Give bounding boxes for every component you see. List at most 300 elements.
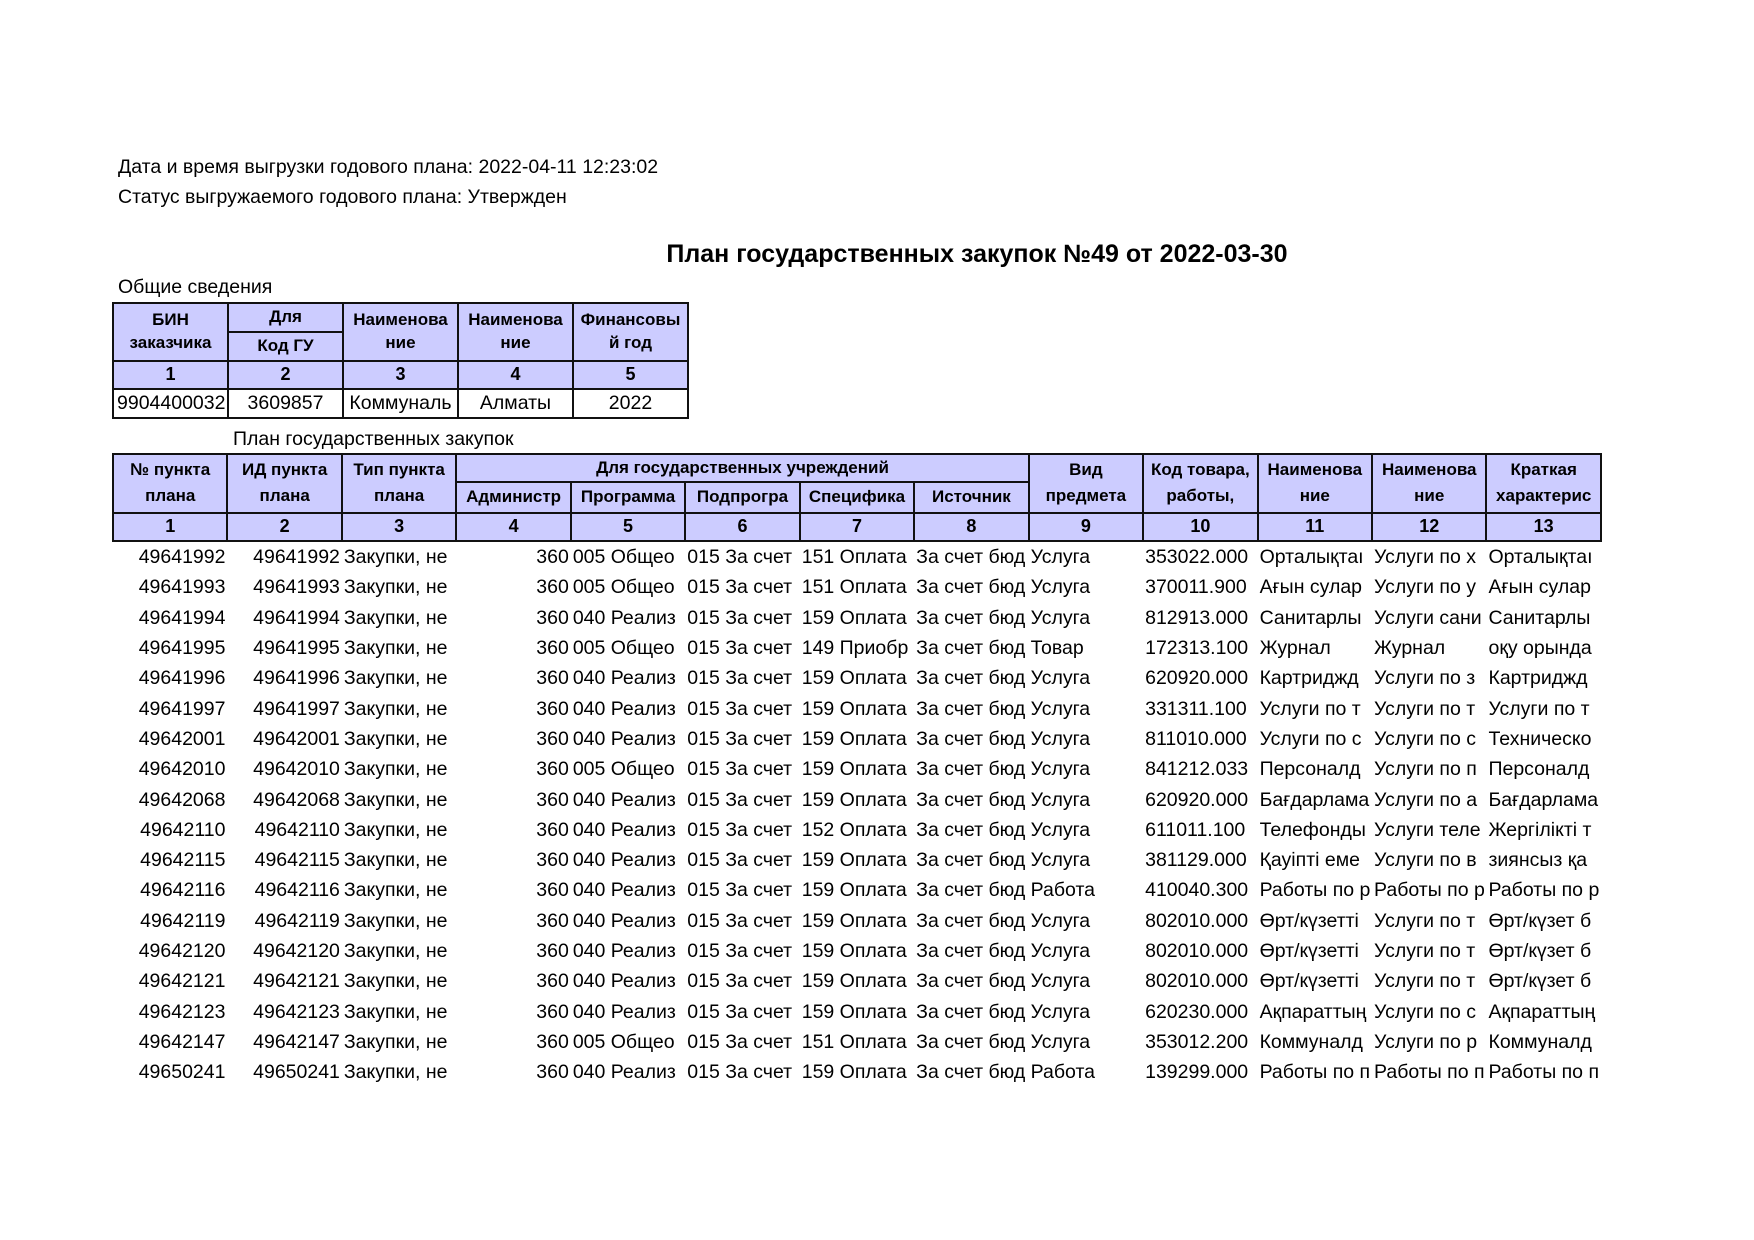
- header-item-no-line2: плана: [145, 486, 196, 505]
- cell-short-description: Персоналд: [1488, 758, 1590, 781]
- plan-section-label: План государственных закупок: [233, 428, 514, 450]
- cell-program: 040 Реализ: [572, 788, 676, 811]
- cell-subprogram: 015 За счет: [687, 758, 793, 781]
- cell-name-kz: Работы по р: [1259, 879, 1371, 902]
- header-name-kz: [1258, 454, 1372, 513]
- cell-program: 040 Реализ: [572, 606, 676, 629]
- cell-item-no: 49642119: [140, 909, 226, 932]
- cell-source: За счет бюд: [916, 818, 1026, 841]
- cell-name-kz: Өрт/күзетті: [1259, 940, 1359, 962]
- header-source: Источник: [914, 482, 1028, 513]
- cell-item-type: Закупки, не: [343, 667, 448, 690]
- cell-subprogram: 015 За счет: [687, 788, 793, 811]
- cell-administrator: 360: [536, 1000, 569, 1023]
- cell-source: За счет бюд: [916, 758, 1026, 781]
- cell-specifics: 159 Оплата: [801, 879, 907, 902]
- cell-short-description: Жергілікті т: [1488, 818, 1592, 841]
- cell-goods-code: 841212.033: [1145, 758, 1249, 781]
- table-row: [113, 1057, 1601, 1087]
- cell-source: За счет бюд: [916, 1061, 1026, 1084]
- cell-item-id: 49642110: [254, 818, 340, 841]
- cell-goods-code: 353012.200: [1145, 1030, 1249, 1053]
- cell-bin: 9904400032: [113, 389, 228, 418]
- cell-goods-code: 172313.100: [1145, 637, 1249, 660]
- cell-program: 040 Реализ: [572, 818, 676, 841]
- cell-source: За счет бюд: [916, 909, 1026, 932]
- cell-item-no: 49642120: [138, 940, 226, 962]
- cell-subject-type: Услуга: [1030, 758, 1091, 781]
- cell-item-type: Закупки, не: [343, 727, 448, 750]
- cell-subject-type: Работа: [1030, 1061, 1096, 1084]
- cell-program: 040 Реализ: [572, 1061, 676, 1084]
- cell-goods-code: 811010.000: [1145, 727, 1247, 750]
- column-number: 9: [1029, 513, 1143, 541]
- cell-name-kz: Картриджд: [1259, 667, 1359, 690]
- cell-administrator: 360: [536, 576, 569, 599]
- cell-specifics: 149 Приобр: [801, 637, 909, 660]
- header-goods-code-line1: Код товара,: [1150, 460, 1250, 480]
- cell-administrator: 360: [536, 1030, 569, 1053]
- cell-short-description: Өрт/күзет б: [1488, 970, 1592, 993]
- cell-specifics: 159 Оплата: [801, 667, 907, 690]
- cell-name-kz: Ақпараттың: [1259, 1000, 1367, 1023]
- table-row: [113, 724, 1601, 754]
- cell-name-ru: Услуги по р: [1374, 1030, 1478, 1053]
- cell-name-2: Алматы: [458, 389, 573, 418]
- cell-name-ru: Услуги по т: [1374, 697, 1476, 720]
- cell-subprogram: 015 За счет: [687, 697, 793, 720]
- cell-goods-code: 611011.100: [1145, 818, 1246, 841]
- cell-item-no: 49642115: [140, 849, 226, 872]
- cell-item-type: Закупки, не: [343, 637, 448, 660]
- header-name-kz-line1: Наименова: [1267, 460, 1363, 480]
- cell-subject-type: Услуга: [1030, 727, 1091, 750]
- cell-item-id: 49642115: [254, 849, 340, 872]
- cell-name-kz: Өрт/күзетті: [1259, 970, 1359, 993]
- cell-specifics: 159 Оплата: [801, 1061, 907, 1084]
- cell-source: За счет бюд: [916, 788, 1026, 811]
- cell-source: За счет бюд: [916, 667, 1026, 690]
- cell-item-id: 49641995: [253, 637, 340, 660]
- cell-short-description: Өрт/күзет б: [1488, 940, 1592, 962]
- cell-goods-code: 331311.100: [1145, 697, 1247, 720]
- cell-subprogram: 015 За счет: [687, 909, 793, 932]
- header-item-id: [227, 454, 341, 513]
- cell-item-no: 49641996: [138, 667, 226, 690]
- cell-administrator: 360: [536, 970, 569, 993]
- header-gu-code: Код ГУ: [228, 332, 343, 361]
- cell-subprogram: 015 За счет: [687, 606, 793, 629]
- cell-item-no: 49642147: [138, 1030, 226, 1053]
- cell-name-ru: Услуги по с: [1374, 1000, 1476, 1023]
- table-row: [113, 541, 1601, 572]
- cell-name-kz: Работы по п: [1259, 1061, 1371, 1084]
- cell-subprogram: 015 За счет: [687, 727, 793, 750]
- cell-source: За счет бюд: [916, 1000, 1026, 1023]
- cell-specifics: 159 Оплата: [801, 697, 907, 720]
- cell-item-type: Закупки, не: [343, 940, 448, 962]
- cell-item-id: 49642010: [253, 758, 340, 781]
- cell-specifics: 159 Оплата: [801, 909, 907, 932]
- header-subject-type: [1029, 454, 1143, 513]
- cell-administrator: 360: [536, 849, 569, 872]
- cell-item-no: 49641994: [138, 606, 226, 629]
- cell-name-kz: Өрт/күзетті: [1259, 909, 1359, 932]
- cell-name-ru: Работы по р: [1374, 879, 1485, 902]
- cell-subject-type: Услуга: [1030, 1000, 1091, 1023]
- header-short-description-line1: Краткая: [1510, 460, 1577, 480]
- cell-name-ru: Журнал: [1374, 637, 1446, 660]
- table-row: [113, 936, 1601, 966]
- cell-short-description: Санитарлы: [1488, 606, 1591, 629]
- header-name-ru-line1: Наименова: [1381, 460, 1477, 480]
- cell-program: 005 Общео: [572, 1030, 675, 1053]
- cell-short-description: зиянсыз қа: [1488, 849, 1588, 872]
- procurement-plan-table: [112, 453, 1602, 1087]
- cell-goods-code: 812913.000: [1145, 606, 1249, 629]
- header-name-2-line1: Наименова: [468, 310, 563, 330]
- table-row: [113, 1027, 1601, 1057]
- cell-subprogram: 015 За счет: [687, 637, 793, 660]
- cell-specifics: 159 Оплата: [801, 606, 907, 629]
- cell-subprogram: 015 За счет: [687, 940, 793, 962]
- cell-goods-code: 139299.000: [1145, 1061, 1249, 1084]
- cell-source: За счет бюд: [916, 940, 1026, 962]
- cell-name-kz: Журнал: [1259, 637, 1331, 660]
- cell-subprogram: 015 За счет: [687, 1000, 793, 1023]
- cell-administrator: 360: [536, 788, 569, 811]
- cell-item-no: 49642001: [138, 727, 226, 750]
- cell-specifics: 159 Оплата: [801, 970, 907, 993]
- cell-subject-type: Услуга: [1030, 546, 1091, 569]
- cell-specifics: 159 Оплата: [801, 758, 907, 781]
- cell-source: За счет бюд: [916, 849, 1026, 872]
- cell-item-id: 49642068: [253, 788, 340, 811]
- cell-subprogram: 015 За счет: [687, 849, 793, 872]
- cell-specifics: 159 Оплата: [801, 940, 907, 962]
- header-goods-code-line2: работы,: [1166, 486, 1235, 505]
- column-number: 5: [573, 361, 688, 389]
- column-number: 1: [113, 361, 228, 389]
- cell-source: За счет бюд: [916, 970, 1026, 993]
- column-number: 4: [458, 361, 573, 389]
- cell-name-ru: Услуги по т: [1374, 940, 1476, 962]
- cell-subprogram: 015 За счет: [687, 1061, 793, 1084]
- cell-item-id: 49642147: [253, 1030, 340, 1053]
- cell-goods-code: 353022.000: [1145, 546, 1249, 569]
- cell-goods-code: 381129.000: [1145, 849, 1247, 872]
- cell-name-ru: Услуги по а: [1374, 788, 1478, 811]
- cell-goods-code: 410040.300: [1145, 879, 1249, 902]
- table-row: [113, 845, 1601, 875]
- cell-item-id: 49641992: [253, 546, 340, 569]
- cell-item-type: Закупки, не: [343, 1000, 448, 1023]
- cell-subprogram: 015 За счет: [687, 970, 793, 993]
- cell-name-ru: Услуги по з: [1374, 667, 1476, 690]
- cell-short-description: Бағдарлама: [1488, 788, 1599, 811]
- cell-source: За счет бюд: [916, 727, 1026, 750]
- cell-fin-year: 2022: [573, 389, 688, 418]
- table-row: [113, 966, 1601, 996]
- header-name-ru: [1372, 454, 1486, 513]
- cell-administrator: 360: [536, 818, 569, 841]
- plan-status: Статус выгружаемого годового плана: Утвержден: [118, 186, 567, 208]
- cell-item-no: 49641995: [138, 637, 226, 660]
- header-subject-type-line2: предмета: [1045, 486, 1127, 505]
- cell-name-kz: Санитарлы: [1259, 606, 1362, 629]
- cell-item-no: 49650241: [138, 1061, 226, 1084]
- general-info-table: [112, 302, 689, 419]
- cell-short-description: Ақпараттың: [1488, 1000, 1596, 1023]
- header-fin-year-line2: й год: [609, 333, 652, 352]
- cell-short-description: Техническо: [1488, 727, 1592, 750]
- cell-specifics: 151 Оплата: [801, 1030, 907, 1053]
- cell-name-kz: Бағдарлама: [1259, 788, 1370, 811]
- cell-short-description: Работы по п: [1488, 1061, 1600, 1084]
- cell-item-id: 49642123: [253, 1000, 340, 1023]
- cell-name-kz: Ағын сулар: [1259, 576, 1363, 599]
- cell-administrator: 360: [536, 546, 569, 569]
- cell-administrator: 360: [536, 606, 569, 629]
- header-administrator: Администр: [456, 482, 570, 513]
- cell-name-kz: Коммуналд: [1259, 1030, 1363, 1053]
- cell-item-no: 49641993: [138, 576, 226, 599]
- cell-name-kz: Услуги по т: [1259, 697, 1361, 720]
- cell-item-id: 49641996: [253, 667, 340, 690]
- cell-specifics: 159 Оплата: [801, 727, 907, 750]
- cell-source: За счет бюд: [916, 637, 1026, 660]
- header-bin-line1: БИН: [152, 310, 189, 330]
- cell-item-no: 49642116: [140, 879, 226, 902]
- table-row: [113, 633, 1601, 663]
- cell-item-type: Закупки, не: [343, 546, 448, 569]
- header-bin: [113, 303, 228, 361]
- cell-item-type: Закупки, не: [343, 879, 448, 902]
- column-numbers-row: [113, 513, 1601, 541]
- cell-item-id: 49641993: [253, 576, 340, 599]
- cell-subject-type: Услуга: [1030, 940, 1091, 962]
- cell-program: 005 Общео: [572, 637, 675, 660]
- table-row: [113, 996, 1601, 1026]
- cell-item-type: Закупки, не: [343, 1030, 448, 1053]
- cell-source: За счет бюд: [916, 1030, 1026, 1053]
- column-number: 2: [228, 361, 343, 389]
- cell-program: 040 Реализ: [572, 940, 676, 962]
- general-info-label: Общие сведения: [118, 276, 273, 298]
- cell-name-ru: Работы по п: [1374, 1061, 1485, 1084]
- cell-subprogram: 015 За счет: [687, 546, 793, 569]
- header-program: Программа: [571, 482, 685, 513]
- cell-subject-type: Услуга: [1030, 667, 1091, 690]
- cell-name-ru: Услуги по т: [1374, 970, 1476, 993]
- cell-program: 040 Реализ: [572, 879, 676, 902]
- cell-subject-type: Услуга: [1030, 909, 1091, 932]
- cell-short-description: Картриджд: [1488, 667, 1588, 690]
- cell-subject-type: Услуга: [1030, 849, 1091, 872]
- column-number: 6: [685, 513, 799, 541]
- header-gu-group: Для: [228, 303, 343, 332]
- cell-administrator: 360: [536, 727, 569, 750]
- cell-subject-type: Услуга: [1030, 818, 1091, 841]
- cell-subprogram: 015 За счет: [687, 667, 793, 690]
- cell-subject-type: Услуга: [1030, 606, 1091, 629]
- cell-item-type: Закупки, не: [343, 909, 448, 932]
- cell-name-ru: Услуги по п: [1374, 758, 1477, 781]
- header-short-description: [1486, 454, 1600, 513]
- header-item-id-line2: плана: [259, 486, 310, 505]
- cell-item-type: Закупки, не: [343, 970, 448, 993]
- cell-item-id: 49642116: [254, 879, 340, 902]
- column-number: 12: [1372, 513, 1486, 541]
- cell-name-kz: Телефонды: [1259, 818, 1366, 841]
- cell-goods-code: 620230.000: [1145, 1000, 1249, 1023]
- cell-source: За счет бюд: [916, 546, 1026, 569]
- column-number: 13: [1486, 513, 1600, 541]
- cell-item-id: 49641994: [253, 606, 340, 629]
- cell-subject-type: Услуга: [1030, 1030, 1091, 1053]
- column-number: 8: [914, 513, 1028, 541]
- table-row: [113, 815, 1601, 845]
- cell-short-description: Работы по р: [1488, 879, 1600, 902]
- cell-item-id: 49641997: [253, 697, 340, 720]
- header-subject-type-line1: Вид: [1069, 460, 1103, 480]
- header-specifics: Специфика: [800, 482, 914, 513]
- cell-item-no: 49642121: [138, 970, 226, 993]
- table-row: [113, 663, 1601, 693]
- cell-specifics: 151 Оплата: [801, 546, 907, 569]
- cell-name-ru: Услуги по х: [1374, 546, 1476, 569]
- cell-specifics: 152 Оплата: [801, 818, 907, 841]
- cell-program: 040 Реализ: [572, 667, 676, 690]
- table-row: [113, 784, 1601, 814]
- cell-subject-type: Услуга: [1030, 576, 1091, 599]
- header-short-description-line2: характерис: [1496, 486, 1592, 505]
- cell-name-kz: Орталықтаı: [1259, 546, 1364, 569]
- cell-item-no: 49641992: [138, 546, 226, 569]
- header-name-ru-line2: ние: [1414, 486, 1445, 505]
- column-number: 10: [1143, 513, 1257, 541]
- cell-administrator: 360: [536, 667, 569, 690]
- cell-item-type: Закупки, не: [343, 788, 448, 811]
- cell-short-description: Коммуналд: [1488, 1030, 1592, 1053]
- header-fin-year-line1: Финансовы: [580, 310, 681, 330]
- column-number: 2: [227, 513, 341, 541]
- general-info-row: [113, 389, 688, 418]
- cell-administrator: 360: [536, 758, 569, 781]
- cell-subprogram: 015 За счет: [687, 1030, 793, 1053]
- cell-subprogram: 015 За счет: [687, 576, 793, 599]
- cell-item-type: Закупки, не: [343, 576, 448, 599]
- cell-item-type: Закупки, не: [343, 697, 448, 720]
- cell-name-ru: Услуги по у: [1374, 576, 1476, 599]
- cell-name-ru: Услуги теле: [1374, 818, 1481, 841]
- header-item-no: [113, 454, 227, 513]
- column-number: 3: [342, 513, 456, 541]
- column-numbers-row: [113, 361, 688, 389]
- cell-item-no: 49642010: [138, 758, 226, 781]
- header-name-2: [458, 303, 573, 361]
- cell-gu-code: 3609857: [228, 389, 343, 418]
- cell-goods-code: 620920.000: [1145, 667, 1249, 690]
- column-number: 11: [1258, 513, 1372, 541]
- cell-name-ru: Услуги по с: [1374, 727, 1476, 750]
- column-number: 3: [343, 361, 458, 389]
- cell-program: 040 Реализ: [572, 849, 676, 872]
- cell-short-description: оқу орында: [1488, 637, 1592, 660]
- cell-specifics: 159 Оплата: [801, 1000, 907, 1023]
- cell-name-kz: Қауіпті еме: [1259, 849, 1360, 872]
- header-name-1: [343, 303, 458, 361]
- cell-name-1: Коммуналь: [343, 389, 458, 418]
- cell-administrator: 360: [536, 909, 569, 932]
- cell-goods-code: 370011.900: [1145, 576, 1247, 599]
- column-number: 4: [456, 513, 570, 541]
- cell-administrator: 360: [536, 1061, 569, 1084]
- cell-name-kz: Услуги по с: [1259, 727, 1362, 750]
- cell-subprogram: 015 За счет: [687, 879, 793, 902]
- cell-item-no: 49642068: [138, 788, 226, 811]
- table-row: [113, 572, 1601, 602]
- table-row: [113, 603, 1601, 633]
- header-item-type-line1: Тип пункта: [353, 460, 445, 480]
- table-row: [113, 875, 1601, 905]
- cell-item-id: 49650241: [253, 1061, 340, 1084]
- cell-subject-type: Услуга: [1030, 788, 1091, 811]
- header-goods-code: [1143, 454, 1257, 513]
- cell-administrator: 360: [536, 697, 569, 720]
- cell-item-type: Закупки, не: [343, 1061, 448, 1084]
- cell-specifics: 159 Оплата: [801, 849, 907, 872]
- cell-source: За счет бюд: [916, 606, 1026, 629]
- cell-name-ru: Услуги сани: [1374, 606, 1482, 629]
- cell-program: 040 Реализ: [572, 697, 676, 720]
- cell-short-description: Ағын сулар: [1488, 576, 1591, 599]
- cell-subject-type: Услуга: [1030, 697, 1091, 720]
- cell-source: За счет бюд: [916, 576, 1026, 599]
- cell-goods-code: 802010.000: [1145, 909, 1249, 932]
- column-number: 1: [113, 513, 227, 541]
- cell-program: 040 Реализ: [572, 727, 676, 750]
- header-item-no-line1: № пункта: [130, 460, 211, 480]
- cell-administrator: 360: [536, 940, 569, 962]
- cell-item-id: 49642119: [254, 909, 340, 932]
- cell-short-description: Өрт/күзет б: [1488, 909, 1592, 932]
- cell-source: За счет бюд: [916, 697, 1026, 720]
- header-subprogram: Подпрогра: [685, 482, 799, 513]
- cell-item-type: Закупки, не: [343, 606, 448, 629]
- cell-item-type: Закупки, не: [343, 849, 448, 872]
- cell-program: 040 Реализ: [572, 909, 676, 932]
- table-row: [113, 906, 1601, 936]
- cell-program: 005 Общео: [572, 758, 675, 781]
- cell-administrator: 360: [536, 879, 569, 902]
- export-datetime: Дата и время выгрузки годового плана: 2022-04-11 12:23:02: [118, 156, 659, 178]
- cell-name-ru: Услуги по т: [1374, 909, 1476, 932]
- cell-subject-type: Работа: [1030, 879, 1096, 902]
- cell-short-description: Орталықтаı: [1488, 546, 1593, 569]
- table-row: [113, 754, 1601, 784]
- cell-item-id: 49642121: [253, 970, 340, 993]
- cell-short-description: Услуги по т: [1488, 697, 1590, 720]
- cell-item-id: 49642001: [253, 727, 340, 750]
- column-number: 5: [571, 513, 685, 541]
- cell-goods-code: 802010.000: [1145, 940, 1249, 962]
- header-item-type-line2: плана: [374, 486, 425, 505]
- header-bin-line2: заказчика: [129, 333, 212, 352]
- cell-program: 005 Общео: [572, 576, 675, 599]
- cell-source: За счет бюд: [916, 879, 1026, 902]
- header-name-1-line2: ние: [385, 333, 416, 352]
